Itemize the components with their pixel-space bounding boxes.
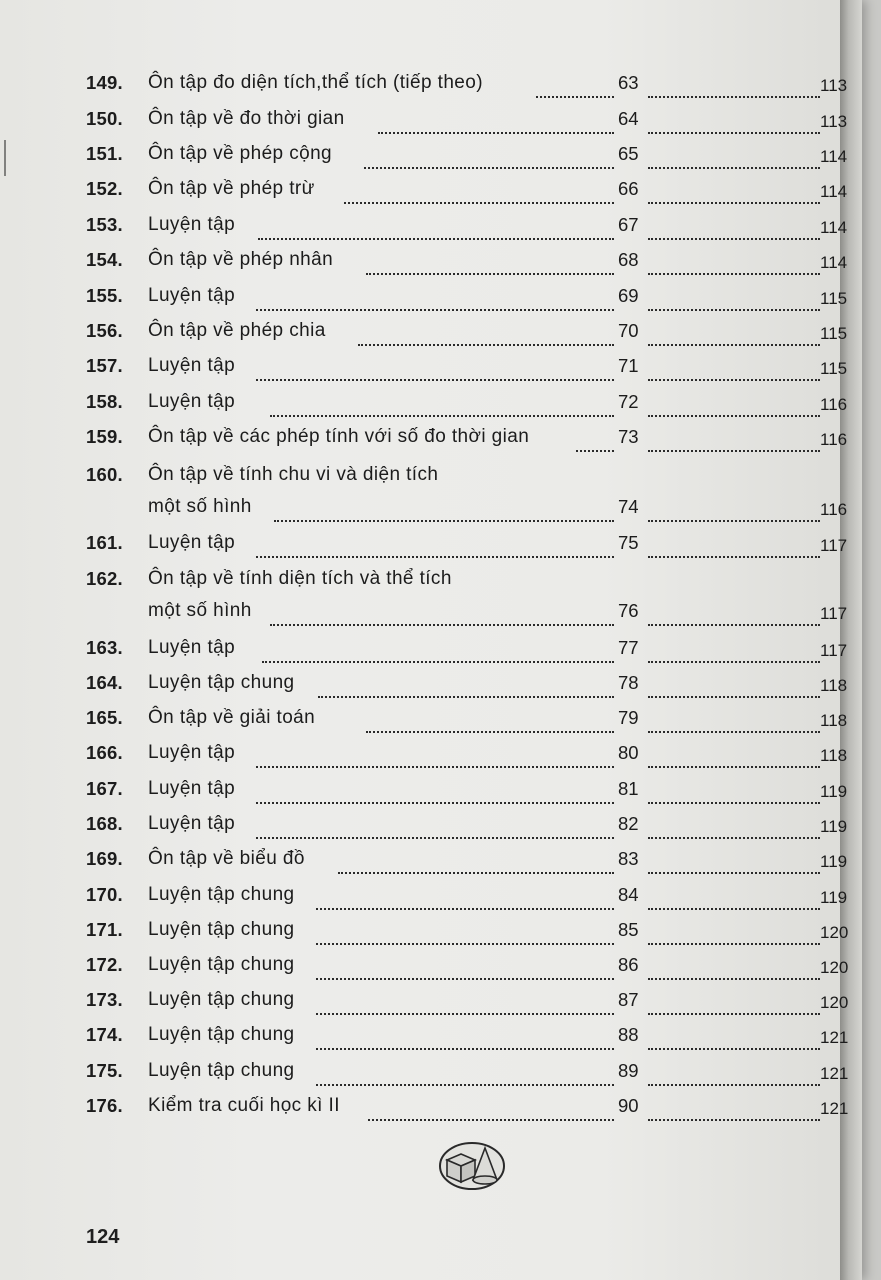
- dot-leader: [378, 114, 614, 134]
- dot-leader: [316, 960, 614, 980]
- toc-entry-heading: [0, 464, 862, 494]
- entry-number: 161.: [86, 532, 123, 553]
- dot-leader: [648, 184, 820, 204]
- dot-leader: [648, 397, 820, 417]
- entry-title: Ôn tập về tính chu vi và diện tích: [148, 464, 439, 485]
- page-reference: 116: [820, 430, 848, 449]
- page-reference: 114: [820, 182, 848, 201]
- dot-leader: [648, 114, 820, 134]
- lesson-number: 66: [618, 178, 639, 199]
- dot-leader: [316, 890, 614, 910]
- lesson-number: 74: [618, 496, 639, 517]
- entry-number: 163.: [86, 637, 123, 658]
- page-reference: 121: [820, 1099, 849, 1118]
- toc-entry: [0, 143, 862, 173]
- entry-number: 157.: [86, 355, 123, 376]
- entry-title: Ôn tập về phép nhân: [148, 249, 334, 270]
- page-reference: 120: [820, 958, 849, 977]
- dot-leader: [344, 184, 614, 204]
- lesson-number: 79: [618, 707, 639, 728]
- entry-title-continued: một số hình: [148, 496, 252, 517]
- dot-leader: [648, 748, 820, 768]
- entry-title: Luyện tập chung: [148, 884, 295, 905]
- toc-entry: [0, 1060, 862, 1090]
- dot-leader: [318, 678, 614, 698]
- entry-number: 150.: [86, 108, 123, 129]
- entry-title-continued: một số hình: [148, 600, 252, 621]
- toc-entry: [0, 707, 862, 737]
- dot-leader: [648, 255, 820, 275]
- page-reference: 116: [820, 500, 848, 519]
- dot-leader: [316, 1066, 614, 1086]
- toc-entry-heading: [0, 568, 862, 598]
- toc-entry: [0, 989, 862, 1019]
- entry-title: Luyện tập chung: [148, 672, 295, 693]
- dot-leader: [648, 502, 820, 522]
- toc-entry: [0, 848, 862, 878]
- toc-entry: [0, 1095, 862, 1125]
- dot-leader: [262, 643, 614, 663]
- dot-leader: [256, 748, 614, 768]
- toc-entry: [0, 778, 862, 808]
- dot-leader: [366, 713, 614, 733]
- dot-leader: [648, 1030, 820, 1050]
- entry-number: 151.: [86, 143, 123, 164]
- entry-title: Ôn tập đo diện tích,thể tích (tiếp theo): [148, 72, 483, 93]
- toc-entry: [0, 532, 862, 562]
- toc-entry: [0, 320, 862, 350]
- entry-number: 170.: [86, 884, 123, 905]
- dot-leader: [648, 291, 820, 311]
- entry-title: Ôn tập về tính diện tích và thể tích: [148, 568, 452, 589]
- page-reference: 117: [820, 604, 848, 623]
- dot-leader: [316, 995, 614, 1015]
- dot-leader: [256, 538, 614, 558]
- dot-leader: [258, 220, 614, 240]
- dot-leader: [648, 78, 820, 98]
- entry-title: Luyện tập: [148, 742, 236, 763]
- dot-leader: [316, 1030, 614, 1050]
- dot-leader: [576, 432, 614, 452]
- dot-leader: [648, 784, 820, 804]
- page-reference: 114: [820, 147, 848, 166]
- entry-number: 164.: [86, 672, 123, 693]
- dot-leader: [364, 149, 614, 169]
- lesson-number: 70: [618, 320, 639, 341]
- dot-leader: [648, 1101, 820, 1121]
- entry-title: Ôn tập về phép cộng: [148, 143, 333, 164]
- page-reference: 118: [820, 676, 848, 695]
- entry-title: Luyện tập chung: [148, 1060, 295, 1081]
- lesson-number: 73: [618, 426, 639, 447]
- entry-number: 153.: [86, 214, 123, 235]
- dot-leader: [648, 538, 820, 558]
- toc-entry: [0, 214, 862, 244]
- entry-title: Ôn tập về phép chia: [148, 320, 326, 341]
- toc-entry: [0, 600, 862, 630]
- entry-title: Luyện tập: [148, 285, 236, 306]
- dot-leader: [316, 925, 614, 945]
- entry-number: 176.: [86, 1095, 123, 1116]
- toc-entry: [0, 108, 862, 138]
- dot-leader: [270, 606, 614, 626]
- page-reference: 113: [820, 112, 848, 131]
- toc-entry: [0, 249, 862, 279]
- lesson-number: 69: [618, 285, 639, 306]
- lesson-number: 88: [618, 1024, 639, 1045]
- entry-title: Ôn tập về biểu đồ: [148, 848, 305, 869]
- entry-number: 166.: [86, 742, 123, 763]
- lesson-number: 77: [618, 637, 639, 658]
- entry-title: Ôn tập về các phép tính với số đo thời gian: [148, 426, 530, 447]
- toc-entry: [0, 919, 862, 949]
- lesson-number: 72: [618, 391, 639, 412]
- lesson-number: 89: [618, 1060, 639, 1081]
- lesson-number: 67: [618, 214, 639, 235]
- entry-number: 155.: [86, 285, 123, 306]
- lesson-number: 71: [618, 355, 639, 376]
- lesson-number: 68: [618, 249, 639, 270]
- dot-leader: [368, 1101, 614, 1121]
- toc-entry: [0, 285, 862, 315]
- dot-leader: [648, 995, 820, 1015]
- page-reference: 113: [820, 76, 848, 95]
- lesson-number: 84: [618, 884, 639, 905]
- dot-leader: [648, 854, 820, 874]
- lesson-number: 65: [618, 143, 639, 164]
- lesson-number: 85: [618, 919, 639, 940]
- toc-entry: [0, 72, 862, 102]
- entry-number: 154.: [86, 249, 123, 270]
- dot-leader: [256, 819, 614, 839]
- lesson-number: 63: [618, 72, 639, 93]
- toc-entry: [0, 884, 862, 914]
- entry-title: Kiểm tra cuối học kì II: [148, 1095, 340, 1116]
- toc-entry: [0, 178, 862, 208]
- toc-entry: [0, 391, 862, 421]
- page-reference: 118: [820, 746, 848, 765]
- page-reference: 121: [820, 1064, 849, 1083]
- page-reference: 119: [820, 852, 848, 871]
- entry-number: 168.: [86, 813, 123, 834]
- entry-number: 172.: [86, 954, 123, 975]
- page-reference: 115: [820, 289, 848, 308]
- entry-number: 174.: [86, 1024, 123, 1045]
- lesson-number: 83: [618, 848, 639, 869]
- entry-number: 158.: [86, 391, 123, 412]
- dot-leader: [256, 361, 614, 381]
- dot-leader: [366, 255, 614, 275]
- page-reference: 114: [820, 253, 848, 272]
- entry-title: Luyện tập: [148, 391, 236, 412]
- toc-entry: [0, 637, 862, 667]
- entry-title: Luyện tập: [148, 355, 236, 376]
- lesson-number: 78: [618, 672, 639, 693]
- toc-entry: [0, 426, 862, 456]
- entry-number: 167.: [86, 778, 123, 799]
- page-reference: 114: [820, 218, 848, 237]
- entry-title: Luyện tập: [148, 637, 236, 658]
- dot-leader: [648, 326, 820, 346]
- dot-leader: [648, 819, 820, 839]
- entry-title: Luyện tập: [148, 532, 236, 553]
- lesson-number: 82: [618, 813, 639, 834]
- lesson-number: 76: [618, 600, 639, 621]
- dot-leader: [270, 397, 614, 417]
- dot-leader: [648, 220, 820, 240]
- entry-number: 165.: [86, 707, 123, 728]
- dot-leader: [648, 925, 820, 945]
- lesson-number: 75: [618, 532, 639, 553]
- toc-entry: [0, 742, 862, 772]
- dot-leader: [648, 361, 820, 381]
- dot-leader: [256, 291, 614, 311]
- entry-number: 173.: [86, 989, 123, 1010]
- page-reference: 119: [820, 817, 848, 836]
- dot-leader: [358, 326, 614, 346]
- lesson-number: 86: [618, 954, 639, 975]
- entry-number: 162.: [86, 568, 123, 589]
- entry-number: 149.: [86, 72, 123, 93]
- page-reference: 121: [820, 1028, 849, 1047]
- entry-title: Luyện tập chung: [148, 954, 295, 975]
- page-reference: 119: [820, 782, 848, 801]
- dot-leader: [274, 502, 614, 522]
- dot-leader: [648, 432, 820, 452]
- page-reference: 120: [820, 993, 849, 1012]
- toc-entry: [0, 496, 862, 526]
- entry-number: 152.: [86, 178, 123, 199]
- dot-leader: [256, 784, 614, 804]
- entry-number: 175.: [86, 1060, 123, 1081]
- page-reference: 120: [820, 923, 849, 942]
- entry-number: 169.: [86, 848, 123, 869]
- entry-title: Ôn tập về phép trừ: [148, 178, 315, 199]
- page-reference: 115: [820, 324, 848, 343]
- page-number: 124: [86, 1226, 120, 1248]
- entry-number: 159.: [86, 426, 123, 447]
- dot-leader: [648, 713, 820, 733]
- lesson-number: 87: [618, 989, 639, 1010]
- toc-entry: [0, 1024, 862, 1054]
- dot-leader: [648, 606, 820, 626]
- dot-leader: [648, 960, 820, 980]
- entry-number: 160.: [86, 464, 123, 485]
- toc-entry: [0, 672, 862, 702]
- page-reference: 115: [820, 359, 848, 378]
- dot-leader: [648, 643, 820, 663]
- entry-title: Luyện tập chung: [148, 919, 295, 940]
- toc-entry: [0, 954, 862, 984]
- dot-leader: [338, 854, 614, 874]
- page-reference: 117: [820, 641, 848, 660]
- cube-cone-logo-icon: [437, 1140, 507, 1192]
- entry-title: Luyện tập: [148, 778, 236, 799]
- dot-leader: [648, 1066, 820, 1086]
- entry-title: Ôn tập về đo thời gian: [148, 108, 345, 129]
- toc-entry: [0, 813, 862, 843]
- lesson-number: 64: [618, 108, 639, 129]
- entry-number: 156.: [86, 320, 123, 341]
- page-reference: 117: [820, 536, 848, 555]
- entry-title: Luyện tập: [148, 813, 236, 834]
- dot-leader: [648, 890, 820, 910]
- entry-title: Luyện tập chung: [148, 1024, 295, 1045]
- entry-title: Luyện tập chung: [148, 989, 295, 1010]
- page-reference: 118: [820, 711, 848, 730]
- dot-leader: [648, 149, 820, 169]
- lesson-number: 90: [618, 1095, 639, 1116]
- entry-number: 171.: [86, 919, 123, 940]
- lesson-number: 81: [618, 778, 639, 799]
- entry-title: Luyện tập: [148, 214, 236, 235]
- dot-leader: [536, 78, 614, 98]
- dot-leader: [648, 678, 820, 698]
- lesson-number: 80: [618, 742, 639, 763]
- entry-title: Ôn tập về giải toán: [148, 707, 316, 728]
- toc-entry: [0, 355, 862, 385]
- page-reference: 116: [820, 395, 848, 414]
- page-reference: 119: [820, 888, 848, 907]
